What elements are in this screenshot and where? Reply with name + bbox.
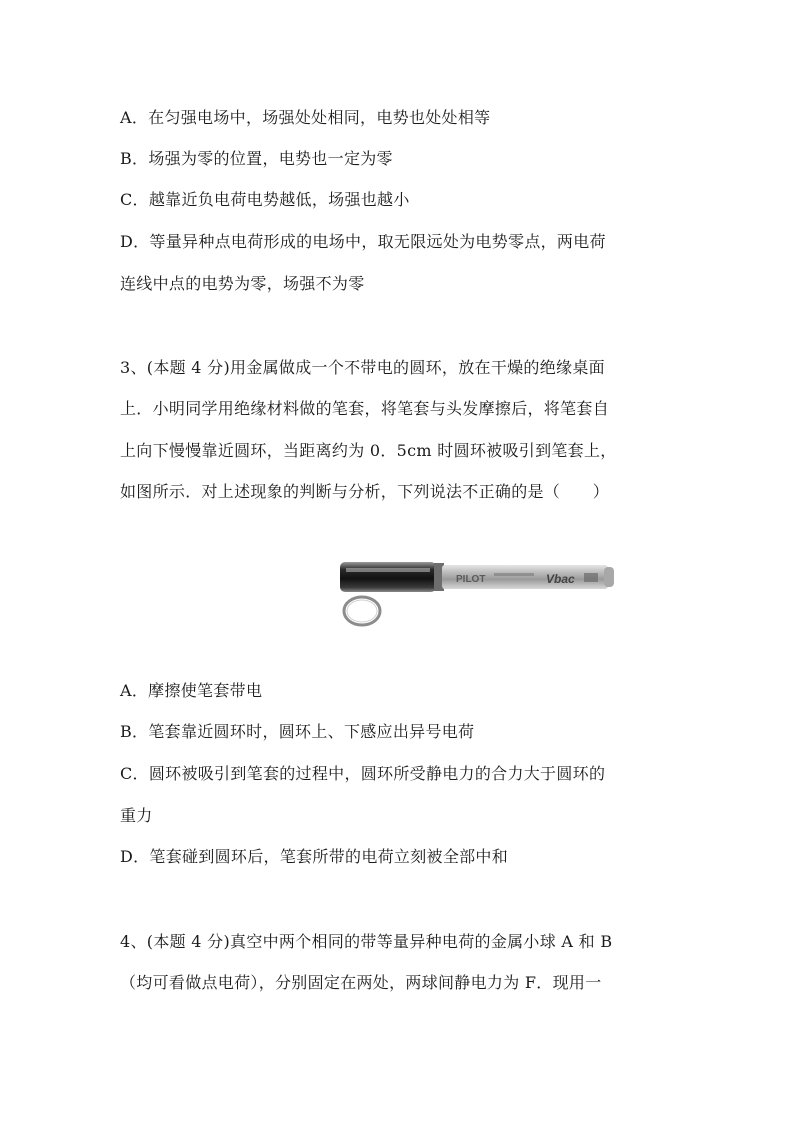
q2-option-b: B．场强为零的位置，电势也一定为零 (120, 149, 393, 168)
q3-option-c-line2: 重力 (120, 806, 153, 825)
q2-option-a: A．在匀强电场中，场强处处相同，电势也处处相等 (120, 108, 491, 127)
pen-cap (340, 562, 436, 592)
q3-option-b: B．笔套靠近圆环时，圆环上、下感应出异号电荷 (120, 722, 475, 741)
pen-and-ring-photo-icon (338, 554, 618, 630)
pen-label-brand: PILOT (456, 574, 486, 585)
metal-ring (344, 597, 380, 625)
q3-stem-line2: 上．小明同学用绝缘材料做的笔套，将笔套与头发摩擦后，将笔套自 (120, 399, 610, 418)
q3-stem-line1: 3、(本题 4 分)用金属做成一个不带电的圆环，放在干燥的绝缘桌面 (120, 358, 605, 377)
q4-stem-line1: 4、(本题 4 分)真空中两个相同的带等量异种电荷的金属小球 A 和 B (120, 932, 613, 951)
q3-stem-line3: 上向下慢慢靠近圆环，当距离约为 0．5cm 时圆环被吸引到笔套上， (120, 441, 617, 460)
q4-stem-line2: （均可看做点电荷），分别固定在两处，两球间静电力为 F．现用一 (120, 973, 602, 992)
q3-option-c-line1: C．圆环被吸引到笔套的过程中，圆环所受静电力的合力大于圆环的 (120, 764, 606, 783)
q2-option-d-line2: 连线中点的电势为零，场强不为零 (120, 274, 365, 293)
q2-option-c: C．越靠近负电荷电势越低，场强也越小 (120, 190, 410, 209)
q3-option-d: D．笔套碰到圆环后，笔套所带的电荷立刻被全部中和 (120, 847, 509, 866)
q3-option-a: A．摩擦使笔套带电 (120, 681, 263, 700)
q3-stem-line4: 如图所示．对上述现象的判断与分析，下列说法不正确的是（ ） (120, 482, 610, 501)
q3-figure (338, 554, 618, 630)
q2-option-d-line1: D．等量异种点电荷形成的电场中，取无限远处为电势零点，两电荷 (120, 232, 606, 251)
pen-label-model: Vbac (546, 572, 575, 586)
